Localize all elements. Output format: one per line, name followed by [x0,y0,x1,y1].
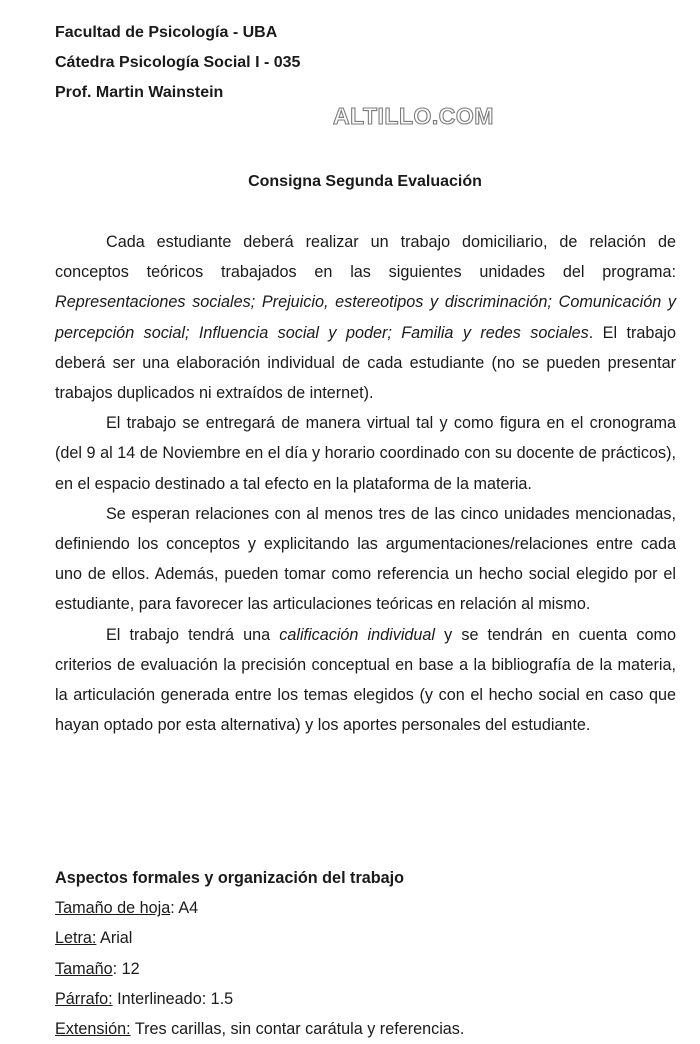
format-value: A4 [178,899,199,918]
paragraph-1-units: Representaciones sociales; Prejuicio, estereotipos y discriminación; Comunicación y percepción social; Influencia social y poder; Familia y redes sociales [55,293,676,342]
format-item-paragraph [55,984,685,1014]
format-value: 12 [121,959,140,978]
format-value: Tres carillas, sin contar carátula y referencias. [134,1020,465,1039]
paragraph-2: El trabajo se entregará de manera virtual tal y como figura en el cronograma (del 9 al 14 de Noviembre en el día y horario coordinado con su docente de prácticos), en el espacio destinado a tal efecto en la plataforma de la materia. [55,414,676,493]
format-item-font [55,923,685,953]
watermark-logo: ALTILLO.COM [333,103,494,129]
format-item-page-size [55,893,685,923]
paragraph-3: Se esperan relaciones con al menos tres de las cinco unidades mencionadas, definiendo los conceptos y explicitando las argumentaciones/relaciones entre cada uno de ellos. Además, pueden tomar como referencia un hecho social elegido por el estudiante, para favorecer las articulaciones teóricas en relación al mismo. [55,504,676,614]
format-section-heading: Aspectos formales y organización del trabajo [55,869,405,887]
paragraph-1-text-b: . El trabajo deberá ser una elaboración individual de cada estudiante (no se pueden presentar trabajos duplicados ni extraídos de internet). [55,323,676,403]
paragraph-4-text-a: El trabajo tendrá una [106,625,280,644]
format-section [55,863,685,1044]
format-separator: : [112,959,122,978]
format-label: Tamaño [55,959,113,978]
format-value: Arial [100,929,133,948]
paragraph-1-text-a: Cada estudiante deberá realizar un trabajo domiciliario, de relación de conceptos teóricos trabajados en las siguientes unidades del programa: [55,233,676,282]
faculty-line: Facultad de Psicología - UBA [55,24,278,41]
format-label: Párrafo: [55,989,113,1008]
paragraph-1 [55,227,676,408]
paragraph-4-emphasis: calificación individual [279,625,436,644]
format-label: Letra: [55,929,97,948]
format-value: Interlineado: 1.5 [117,989,234,1008]
format-item-size [55,954,685,984]
course-line: Cátedra Psicología Social I - 035 [55,54,301,71]
format-label: Tamaño de hoja [55,899,171,918]
format-item-length [55,1014,685,1044]
paragraph-4 [55,620,676,741]
professor-line: Prof. Martin Wainstein [55,84,224,101]
format-label: Extensión: [55,1020,131,1039]
document-body [55,227,676,740]
format-separator: : [170,899,179,918]
paragraph-4-text-b: y se tendrán en cuenta como criterios de evaluación la precisión conceptual en base a la bibliografía de la materia, la articulación generada entre los temas elegidos (y con el hecho social en caso que hayan optado por esta alternativa) y los aportes personales del estudiante. [55,625,676,735]
document-header [55,18,300,108]
document-title: Consigna Segunda Evaluación [248,173,482,190]
